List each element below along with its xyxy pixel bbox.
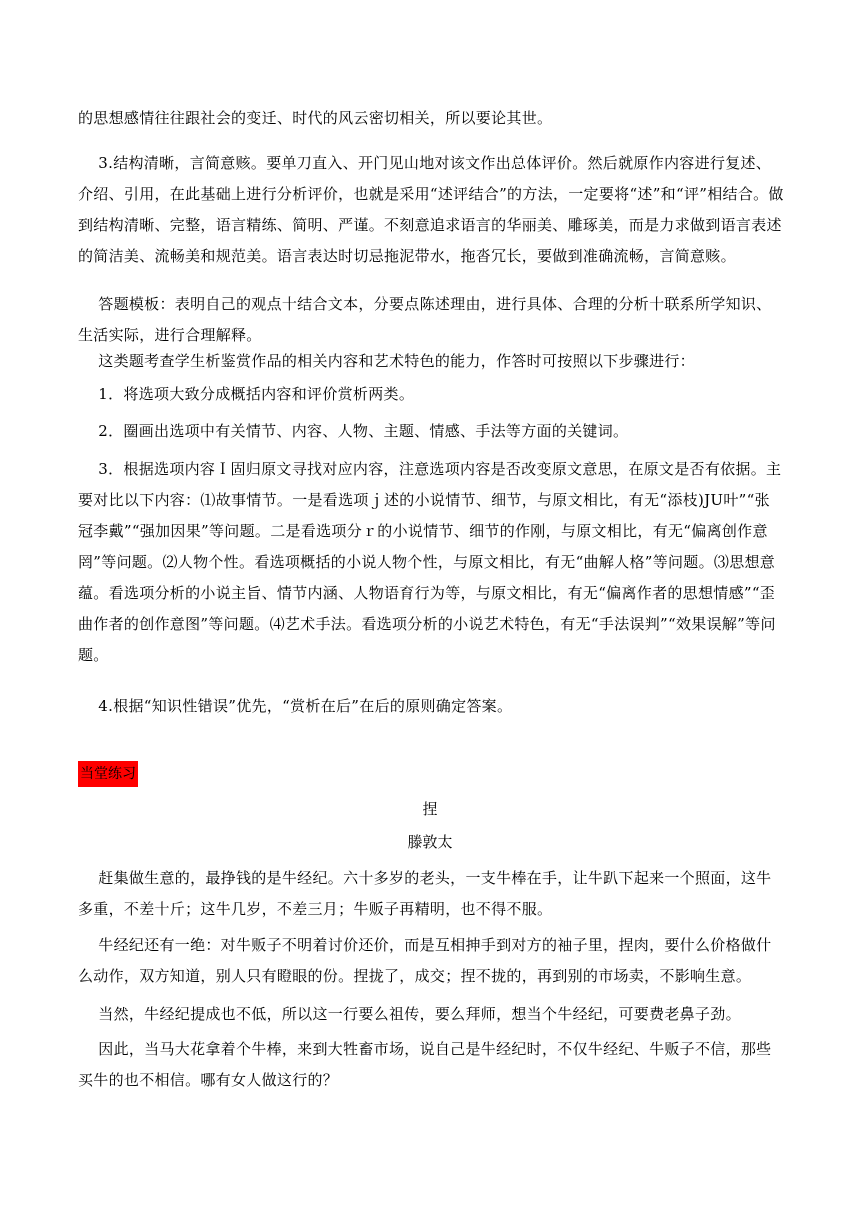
paragraph-step-3: 3．根据选项内容Ｉ固归原文寻找对应内容，注意选项内容是否改变原文意思，在原文是否有依据。主要对比以下内容：⑴故事情节。一是看选项ｊ述的小说情节、细节，与原文相比，有无“添枝)JU叶”“张冠李戴”“强加因果”等问题。二是看选项分ｒ的小说情节、细节的作刚，与原文相比，有无“偏离创作意罔”等问题。⑵人物个性。看选项概括的小说人物个性，与原文相比，有无“曲解人格”等问题。⑶思想意蕴。看选项分析的小说主旨、情节内涵、人物语育行为等，与原文相比，有无“偏离作者的思想情感”“歪曲作者的创作意图”等问题。⑷艺术手法。看选项分析的小说艺术特色，有无“手法误判”“效果误解”等问题。 [78, 460, 782, 664]
paragraph-step-1: 1．将选项大致分成概括内容和评价赏析两类。 [78, 385, 415, 403]
practice-section-badge: 当堂练习 [78, 761, 138, 787]
paragraph-step-4: 4.根据“知识性错误”优先，“赏析在后”在后的原则确定答案。 [78, 697, 513, 715]
story-author: 滕敦太 [407, 833, 453, 851]
story-title: 捏 [422, 800, 438, 818]
story-paragraph-1: 赶集做生意的，最挣钱的是牛经纪。六十多岁的老头，一支牛棒在手，让牛趴下起来一个照面，这牛多重，不差十斤；这牛几岁，不差三月；牛贩子再精明，也不得不服。 [78, 869, 772, 918]
story-paragraph-3: 当然，牛经纪提成也不低，所以这一行要么祖传，要么拜师，想当个牛经纪，可要费老鼻子劲。 [78, 1005, 741, 1023]
story-paragraph-4: 因此，当马大花拿着个牛棒，来到大牲畜市场，说自己是牛经纪时，不仅牛经纪、牛贩子不信，那些买牛的也不相信。哪有女人做这行的？ [78, 1040, 772, 1089]
story-paragraph-2: 牛经纪还有一绝：对牛贩子不明着讨价还价，而是互相抻手到对方的袖子里，捏肉，要什么价格做什么动作，双方知道，别人只有瞪眼的份。捏拢了，成交；捏不拢的，再到别的市场卖，不影响生意。 [78, 936, 772, 985]
paragraph-intro: 这类题考查学生析鉴赏作品的相关内容和艺术特色的能力，作答时可按照以下步骤进行： [78, 352, 695, 370]
paragraph-answer-template: 答题模板：表明自己的观点十结合文本，分要点陈述理由，进行具体、合理的分析十联系所学知识、生活实际，进行合理解释。 [78, 295, 772, 344]
paragraph-continuation: 的思想感情往往跟社会的变迁、时代的风云密切相关，所以要论其世。 [78, 109, 553, 127]
paragraph-structure-clarity: 3.结构清晰，言简意赅。要单刀直入、开门见山地对该文作出总体评价。然后就原作内容进行复述、介绍、引用，在此基础上进行分析评价，也就是采用“述评结合”的方法，一定要将“述”和“评”相结合。做到结构清晰、完整，语言精练、简明、严谨。不刻意追求语言的华丽美、雕琢美，而是力求做到语言表述的简洁美、流畅美和规范美。语言表达时切忌拖泥带水，拖沓冗长，要做到准确流畅，言简意赅。 [78, 154, 784, 265]
paragraph-step-2: 2．圈画出选项中有关情节、内容、人物、主题、情感、手法等方面的关键词。 [78, 422, 629, 440]
